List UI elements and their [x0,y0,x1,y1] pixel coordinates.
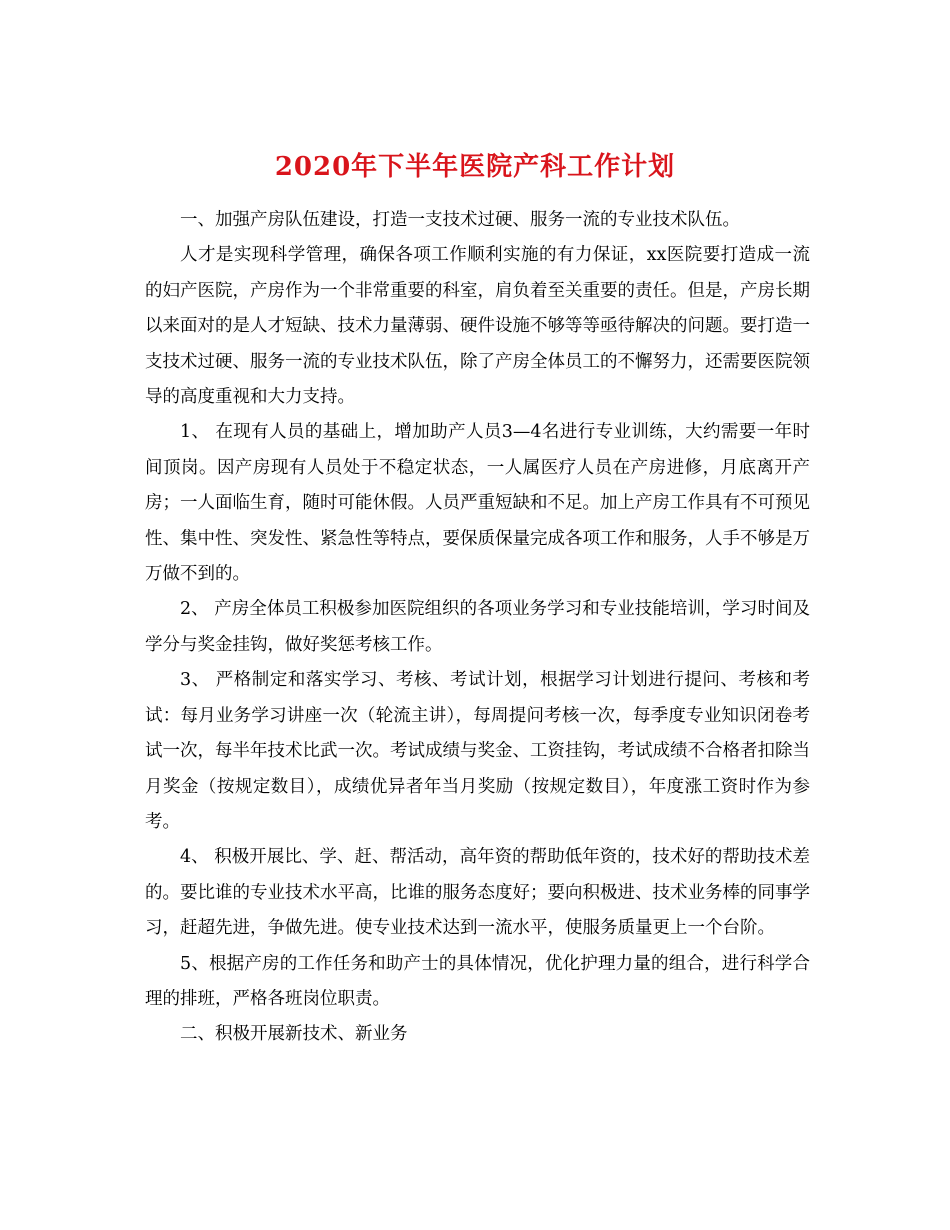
paragraph-item-4: 4、 积极开展比、学、赶、帮活动，高年资的帮助低年资的，技术好的帮助技术差的。要比谁的专业技术水平高，比谁的服务态度好；要向积极进、技术业务棒的同事学习，赶超先进，争做先进。使专业技术达到一流水平，使服务质量更上一个台阶。 [145,847,810,939]
paragraph-talent-intro: 人才是实现科学管理，确保各项工作顺利实施的有力保证，xx医院要打造成一流的妇产医院，产房作为一个非常重要的科室，肩负着至关重要的责任。但是，产房长期以来面对的是人才短缺、技术力量薄弱、硬件设施不够等等亟待解决的问题。要打造一支技术过硬、服务一流的专业技术队伍，除了产房全体员工的不懈努力，还需要医院领导的高度重视和大力支持。 [145,245,810,408]
paragraph-item-3: 3、 严格制定和落实学习、考核、考试计划，根据学习计划进行提问、考核和考试：每月业务学习讲座一次（轮流主讲），每周提问考核一次，每季度专业知识闭卷考试一次，每半年技术比武一次。考试成绩与奖金、工资挂钩，考试成绩不合格者扣除当月奖金（按规定数目），成绩优异者年当月奖励（按规定数目），年度涨工资时作为参考。 [145,670,810,832]
paragraph-item-5: 5、根据产房的工作任务和助产士的具体情况，优化护理力量的组合，进行科学合理的排班，严格各班岗位职责。 [145,953,810,1009]
document-body [145,203,810,1053]
paragraph-item-2: 2、 产房全体员工积极参加医院组织的各项业务学习和专业技能培训，学习时间及学分与奖金挂钩，做好奖惩考核工作。 [145,599,810,655]
paragraph-item-1: 1、 在现有人员的基础上，增加助产人员3—4名进行专业训练，大约需要一年时间顶岗。因产房现有人员处于不稳定状态，一人属医疗人员在产房进修，月底离开产房；一人面临生育，随时可能休假。人员严重短缺和不足。加上产房工作具有不可预见性、集中性、突发性、紧急性等特点，要保质保量完成各项工作和服务，人手不够是万万做不到的。 [145,422,810,585]
document-title: 2020年下半年医院产科工作计划 [274,152,676,183]
paragraph-section-one-heading: 一、加强产房队伍建设，打造一支技术过硬、服务一流的专业技术队伍。 [180,210,740,230]
paragraph-section-two-heading: 二、积极开展新技术、新业务 [180,1024,408,1045]
